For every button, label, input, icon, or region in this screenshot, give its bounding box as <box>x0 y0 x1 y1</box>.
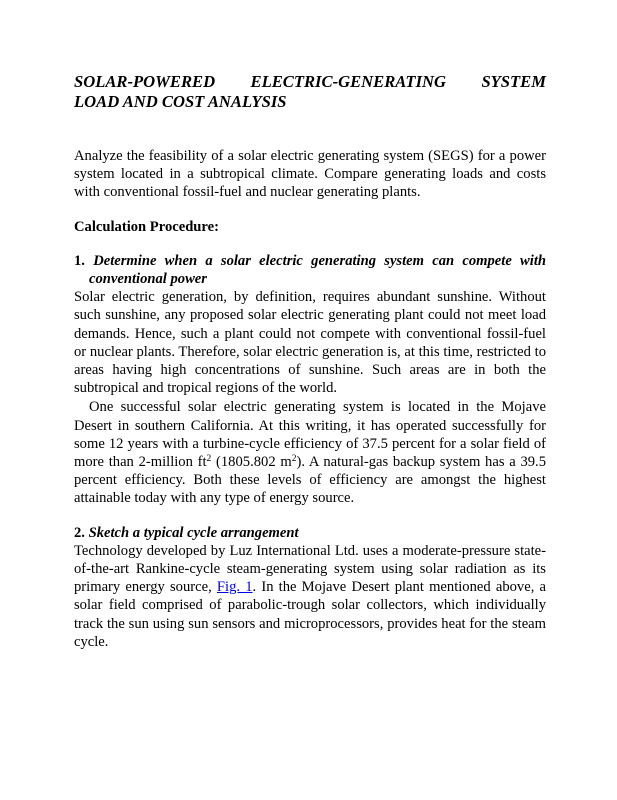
step-1-paragraph-2-part-a: One successful solar electric generating system is located in the Mojave Desert in southern California. At this writing, it has operated successfully for some 12 years with a turbine-cycle efficiency of 37.5 percent for a solar field of more than 2-million ft <box>74 399 546 471</box>
step-1-paragraph-2 <box>74 398 546 507</box>
title-line-2: LOAD AND COST ANALYSIS <box>74 92 287 111</box>
procedure-heading: Calculation Procedure: <box>74 218 219 235</box>
figure-1-link[interactable]: Fig. 1 <box>216 579 253 596</box>
step-2-number: 2. <box>74 524 85 541</box>
title-line-1: SOLAR-POWERED ELECTRIC-GENERATING SYSTEM <box>74 72 546 91</box>
superscript-squared-1: 2 <box>206 454 212 465</box>
step-1-number: 1. <box>74 252 85 269</box>
step-1-paragraph-2-part-b: (1805.802 m <box>211 454 292 471</box>
step-2-title: Sketch a typical cycle arrangement <box>88 524 299 541</box>
document-title <box>74 72 546 112</box>
step-2-paragraph-part-a: Technology developed by Luz International Ltd. uses a moderate-pressure state-of-the-art Rankine-cycle steam-generating system using solar radiation as its primary energy source, <box>74 542 546 596</box>
step-1-heading <box>74 252 546 288</box>
step-2-paragraph-part-b: . In the Mojave Desert plant mentioned above, a solar field comprised of parabolic-trough solar collectors, which individually track the sun using sun sensors and microprocessors, provides heat for the steam cycle. <box>74 579 546 650</box>
intro-paragraph: Analyze the feasibility of a solar electric generating system (SEGS) for a power system located in a subtropical climate. Compare generating loads and costs with conventional fossil-fuel and nuclear generating plants. <box>74 148 546 201</box>
step-2-heading <box>74 524 546 542</box>
step-1-paragraph-2-part-c: ). A natural-gas backup system has a 39.5 percent efficiency. Both these levels of efficiency are amongst the highest attainable today with any type of energy source. <box>74 454 546 507</box>
step-2-paragraph <box>74 542 546 651</box>
step-1-paragraph-1: Solar electric generation, by definition, requires abundant sunshine. Without such sunshine, any proposed solar electric generating plant could not meet load demands. Hence, such a plant could not compete with conventional fossil-fuel or nuclear plants. Therefore, solar electric generation is, at this time, restricted to areas having high concentrations of sunshine. Such areas are in both the subtropical and tropical regions of the world. <box>74 289 546 397</box>
superscript-squared-2: 2 <box>291 454 297 465</box>
step-1-title: Determine when a solar electric generating system can compete with conventional power <box>89 252 546 288</box>
